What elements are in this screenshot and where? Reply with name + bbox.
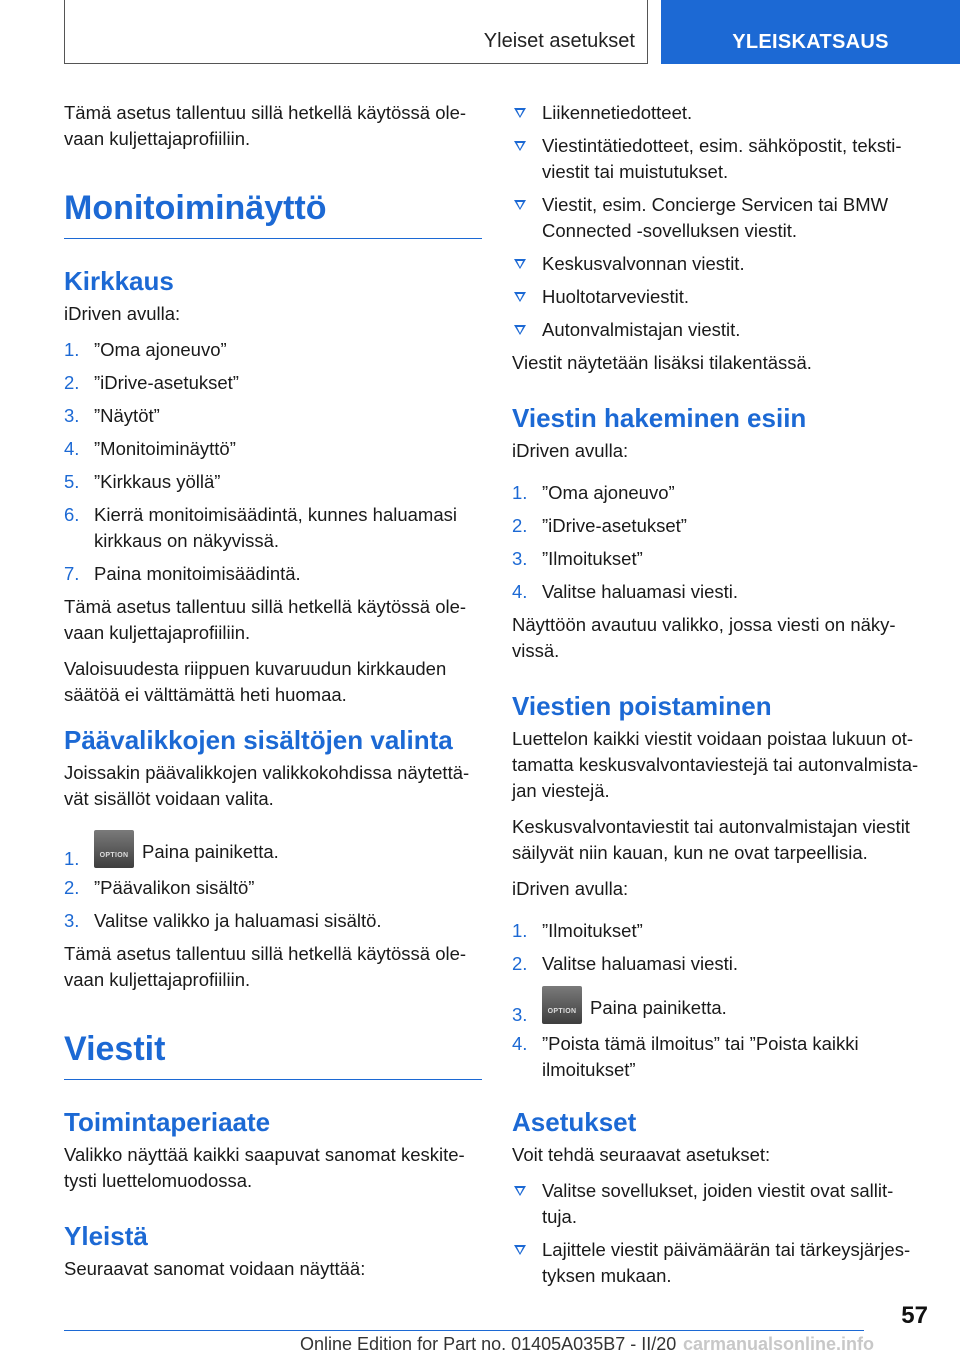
list-item: Autonvalmistajan viestit. [512,317,928,343]
list-item: 4. Valitse haluamasi viesti. [512,581,739,602]
left-column [64,100,482,1292]
list-item: 2. ”Päävalikon sisältö” [64,877,255,898]
heading-fetch: Viestin hakeminen esiin [512,403,807,433]
footer-edition: Online Edition for Part no. 01405A035B7 - II/20 [300,1334,677,1354]
delete-text-2: Keskusvalvontaviestit tai autonvalmistajan viestit säilyvät niin kauan, kun ne ovat tarpeellisia. [512,816,910,863]
heading-mainmenu: Päävalikkojen sisältöjen valinta [64,725,453,755]
list-item: 3. ”Näytöt” [64,405,160,426]
header-section-title: Yleiset asetukset [483,30,635,52]
footer-divider [64,1330,864,1331]
list-item: 5. ”Kirkkaus yöllä” [64,471,221,492]
mainmenu-note: Tämä asetus tallentuu sillä hetkellä käytössä ole-vaan kuljettajaprofiiliin. [64,943,467,990]
list-item: Valitse sovellukset, joiden viestit ovat sallit-tuja. [512,1178,928,1230]
heading-general: Yleistä [64,1221,148,1251]
heading-settings: Asetukset [512,1107,637,1137]
header-section-box [64,0,648,64]
option-button-icon: OPTION [542,986,582,1024]
list-item: 1. ”Ilmoitukset” [512,920,643,941]
header-chapter-tab: YLEISKATSAUS [661,0,960,64]
delete-steps [512,918,928,1083]
list-item: Huoltotarveviestit. [512,284,928,310]
list-item: 4. ”Monitoiminäyttö” [64,438,236,459]
fetch-note: Näyttöön avautuu valikko, jossa viesti on näky-vissä. [512,614,896,661]
list-item: Keskusvalvonnan viestit. [512,251,928,277]
list-item: 1. OPTION Paina painiketta. [64,828,482,868]
mainmenu-steps [64,828,482,934]
list-item: Viestit, esim. Concierge Servicen tai BMW Connected -sovelluksen viestit. [512,192,928,244]
brightness-steps [64,337,482,587]
heading-delete: Viestien poistaminen [512,691,772,721]
triangle-bullet-icon [514,292,526,302]
list-item: 7. Paina monitoimisäädintä. [64,563,301,584]
settings-intro: Voit tehdä seuraavat asetukset: [512,1144,771,1165]
triangle-bullet-icon [514,259,526,269]
triangle-bullet-icon [514,1245,526,1255]
brightness-note-2: Valoisuudesta riippuen kuvaruudun kirkkauden säätöä ei välttämättä heti huomaa. [64,658,447,705]
triangle-bullet-icon [514,325,526,335]
list-item: 2. ”iDrive-asetukset” [512,515,687,536]
list-item: 1. ”Oma ajoneuvo” [512,482,675,503]
list-item: 2. ”iDrive-asetukset” [64,372,239,393]
right-column [512,100,928,1296]
principle-text: Valikko näyttää kaikki saapuvat sanomat keskite-tysti luettelomuodossa. [64,1144,465,1191]
option-button-icon: OPTION [94,830,134,868]
heading-principle: Toimintaperiaate [64,1107,271,1137]
mainmenu-intro: Joissakin päävalikkojen valikkokohdissa näytettä-vät sisällöt voidaan valita. [64,762,470,809]
triangle-bullet-icon [514,200,526,210]
brightness-intro: iDriven avulla: [64,303,181,324]
list-item: 1. ”Oma ajoneuvo” [64,339,227,360]
intro-text: Tämä asetus tallentuu sillä hetkellä käytössä ole-vaan kuljettajaprofiiliin. [64,102,467,149]
fetch-intro: iDriven avulla: [512,440,629,461]
triangle-bullet-icon [514,141,526,151]
triangle-bullet-icon [514,108,526,118]
general-text: Seuraavat sanomat voidaan näyttää: [64,1258,366,1279]
list-item: 3. ”Ilmoitukset” [512,548,643,569]
list-item: Viestintätiedotteet, esim. sähköpostit, teksti-viestit tai muistutukset. [512,133,928,185]
list-item: 4. ”Poista tämä ilmoitus” tai ”Poista kaikki ilmoitukset” [512,1033,859,1080]
heading-messages: Viestit [64,1029,482,1080]
general-note: Viestit näytetään lisäksi tilakentässä. [512,352,812,373]
delete-text-1: Luettelon kaikki viestit voidaan poistaa lukuun ot-tamatta keskusvalvontaviestejä tai autonvalmista-jan viestejä. [512,728,919,801]
list-item: Liikennetiedotteet. [512,100,928,126]
watermark-text: carmanualsonline.info [683,1334,875,1354]
page-number: 57 [901,1302,928,1329]
fetch-steps [512,480,928,605]
list-item: 6. Kierrä monitoimisäädintä, kunnes haluamasi kirkkaus on näkyvissä. [64,504,457,551]
settings-items [512,1178,928,1289]
heading-brightness: Kirkkaus [64,266,174,296]
heading-monitor: Monitoiminäyttö [64,188,482,239]
brightness-note-1: Tämä asetus tallentuu sillä hetkellä käytössä ole-vaan kuljettajaprofiiliin. [64,596,467,643]
list-item: 3. Valitse valikko ja haluamasi sisältö. [64,910,382,931]
triangle-bullet-icon [514,1186,526,1196]
delete-intro: iDriven avulla: [512,878,629,899]
list-item: Lajittele viestit päivämäärän tai tärkeysjärjes-tyksen mukaan. [512,1237,928,1289]
general-items [512,100,928,343]
list-item: 3. OPTION Paina painiketta. [512,984,928,1024]
list-item: 2. Valitse haluamasi viesti. [512,953,739,974]
